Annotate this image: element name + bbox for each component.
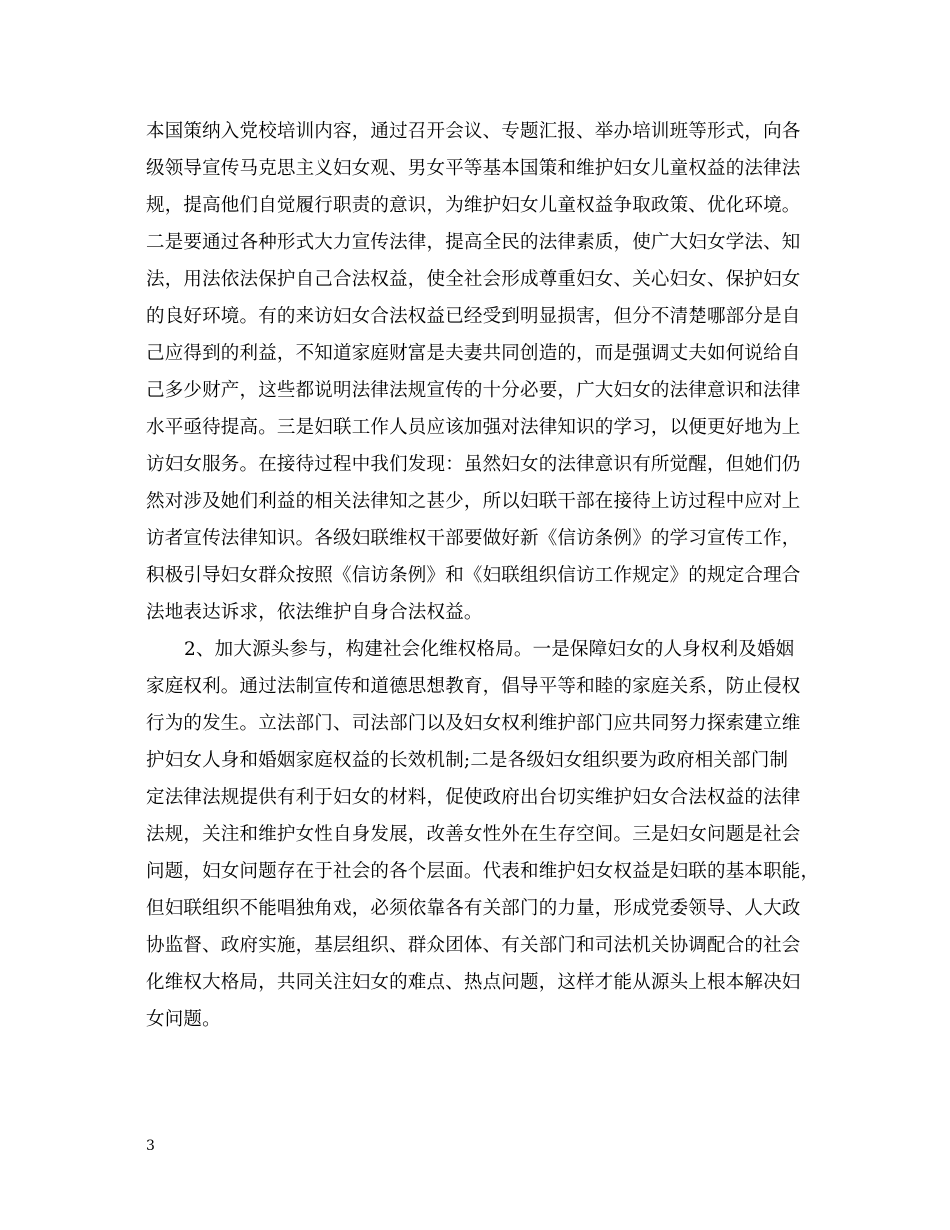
text-line: 的良好环境。有的来访妇女合法权益已经受到明显损害，但分不清楚哪部分是自 [146,306,801,327]
text-line: 然对涉及她们利益的相关法律知之甚少，所以妇联干部在接待上访过程中应对上 [146,491,801,512]
text-line: 法地表达诉求，依法维护自身合法权益。 [146,602,483,623]
text-line: 家庭权利。通过法制宣传和道德思想教育，倡导平等和睦的家庭关系，防止侵权 [146,676,801,697]
text-line: 己应得到的利益，不知道家庭财富是夫妻共同创造的，而是强调丈夫如何说给自 [146,343,801,364]
text-line: 协监督、政府实施，基层组织、群众团体、有关部门和司法机关协调配合的社会 [146,935,801,956]
page-number: 3 [146,1138,155,1154]
text-line: 访者宣传法律知识。各级妇联维权干部要做好新《信访条例》的学习宣传工作， [146,528,801,549]
text-line: 但妇联组织不能唱独角戏，必须依靠各有关部门的力量，形成党委领导、人大政 [146,898,801,919]
text-line: 本国策纳入党校培训内容，通过召开会议、专题汇报、举办培训班等形式，向各 [146,121,801,142]
text-line: 行为的发生。立法部门、司法部门以及妇女权利维护部门应共同努力探索建立维 [146,713,801,734]
text-line: 法，用法依法保护自己合法权益，使全社会形成尊重妇女、关心妇女、保护妇女 [146,269,801,290]
text-line: 级领导宣传马克思主义妇女观、男女平等基本国策和维护妇女儿童权益的法律法 [146,158,801,179]
text-line-first-indent: 2、加大源头参与，构建社会化维权格局。一是保障妇女的人身权利及婚姻 [184,639,795,660]
text-line: 女问题。 [146,1009,221,1030]
text-line: 积极引导妇女群众按照《信访条例》和《妇联组织信访工作规定》的规定合理合 [146,565,801,586]
text-line: 法规，关注和维护女性自身发展，改善女性外在生存空间。三是妇女问题是社会 [146,824,801,845]
text-line: 规，提高他们自觉履行职责的意识，为维护妇女儿童权益争取政策、优化环境。 [146,195,801,216]
text-line: 访妇女服务。在接待过程中我们发现：虽然妇女的法律意识有所觉醒，但她们仍 [146,454,801,475]
text-line: 化维权大格局，共同关注妇女的难点、热点问题，这样才能从源头上根本解决妇 [146,972,801,993]
text-line: 二是要通过各种形式大力宣传法律，提高全民的法律素质，使广大妇女学法、知 [146,232,801,253]
text-line: 护妇女人身和婚姻家庭权益的长效机制;二是各级妇女组织要为政府相关部门制 [146,750,789,771]
text-line: 己多少财产，这些都说明法律法规宣传的十分必要，广大妇女的法律意识和法律 [146,380,801,401]
text-line: 定法律法规提供有利于妇女的材料，促使政府出台切实维护妇女合法权益的法律 [146,787,801,808]
text-line: 问题，妇女问题存在于社会的各个层面。代表和维护妇女权益是妇联的基本职能， [146,861,820,882]
text-line: 水平亟待提高。三是妇联工作人员应该加强对法律知识的学习，以便更好地为上 [146,417,801,438]
